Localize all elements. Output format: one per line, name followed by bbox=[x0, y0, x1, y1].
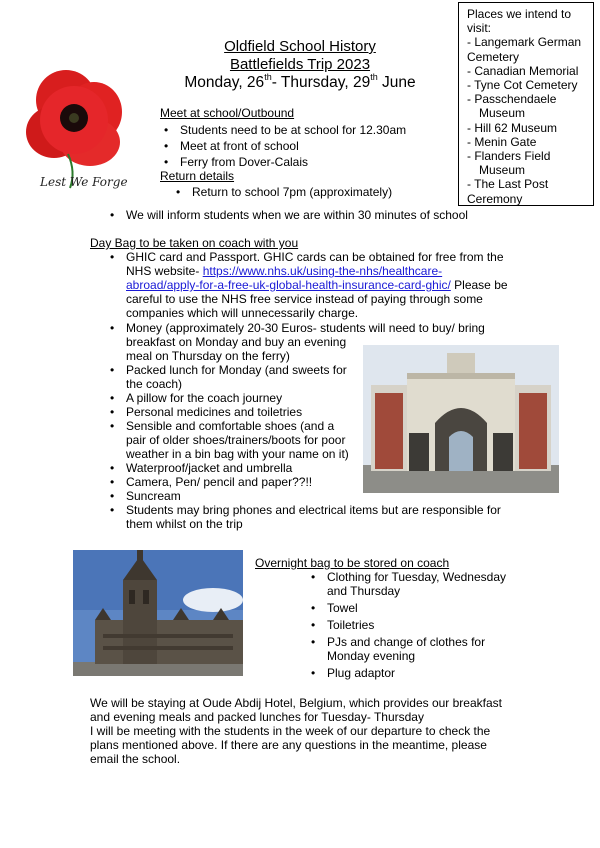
cloth-hall-photo bbox=[73, 550, 243, 676]
day-bag-item-ghic: • GHIC card and Passport. GHIC cards can be obtained for free from the NHS website- https://www.nhs.uk/using-the-nhs/healthcare-abroad/apply-for-a-free-uk-global-health-insurance-card-ghic/ Please be careful to use the NHS free service instead of paying through some companies which will unnecessarily charge. bbox=[106, 250, 510, 320]
overnight-item: • Towel bbox=[307, 601, 525, 615]
menin-gate-graphic bbox=[363, 345, 559, 493]
day-bag-item-suncream: • Suncream bbox=[106, 489, 510, 503]
meet-item: • Ferry from Dover-Calais bbox=[160, 155, 450, 169]
day-bag-item-money: • Money (approximately 20-30 Euros- students will need to buy/ bring breakfast on Monday and buy an evening meal on Thursday on the ferry) bbox=[106, 321, 510, 363]
place-item: - The Last Post Ceremony bbox=[467, 177, 549, 206]
overnight-section bbox=[255, 556, 525, 680]
page-title bbox=[150, 38, 450, 92]
trip-dates: Monday, 26th- Thursday, 29th June bbox=[184, 71, 416, 91]
return-heading: Return details bbox=[160, 169, 235, 183]
places-heading: Places we intend to visit: bbox=[467, 7, 572, 36]
inform-item: • We will inform students when we are within 30 minutes of school bbox=[106, 208, 506, 222]
poppy-image bbox=[18, 62, 128, 202]
meet-item: • Meet at front of school bbox=[160, 139, 450, 153]
return-item: • Return to school 7pm (approximately) bbox=[172, 185, 450, 199]
overnight-item: • Clothing for Tuesday, Wednesday and Thursday bbox=[307, 570, 525, 598]
day-bag-item-phones: • Students may bring phones and electrical items but are responsible for them whilst on the trip bbox=[106, 503, 510, 531]
day-bag-heading: Day Bag to be taken on coach with you bbox=[90, 236, 299, 250]
meeting-paragraph: I will be meeting with the students in the week of our departure to check the plans mentioned above. If there are any questions in the meantime, please email the school. bbox=[90, 724, 491, 766]
place-item: - Passchendaele bbox=[467, 92, 557, 107]
nhs-ghic-link[interactable]: https://www.nhs.uk/using-the-nhs/healthcare-abroad/apply-for-a-free-uk-global-health-insurance-card-ghic/ bbox=[126, 264, 451, 292]
day-bag-item-lunch: • Packed lunch for Monday (and sweets for the coach) bbox=[106, 363, 510, 391]
meet-section bbox=[160, 106, 450, 199]
overnight-item: • Toiletries bbox=[307, 618, 525, 632]
overnight-heading: Overnight bag to be stored on coach bbox=[255, 556, 450, 570]
poppy-caption: Lest We Forget bbox=[40, 175, 128, 189]
day-bag-item-pillow: • A pillow for the coach journey bbox=[106, 391, 510, 405]
place-item: - Flanders Field bbox=[467, 149, 551, 164]
overnight-item: • Plug adaptor bbox=[307, 666, 525, 680]
places-box bbox=[458, 2, 594, 206]
title-line-2: Battlefields Trip 2023 bbox=[229, 56, 371, 73]
place-item: Museum bbox=[479, 163, 526, 178]
meet-item: • Students need to be at school for 12.30am bbox=[160, 123, 450, 137]
inform-line bbox=[106, 208, 506, 222]
day-bag-item-medicines: • Personal medicines and toiletries bbox=[106, 405, 510, 419]
day-bag-item-waterproof: • Waterproof/jacket and umbrella bbox=[106, 461, 510, 475]
day-bag-item-camera: • Camera, Pen/ pencil and paper??!! bbox=[106, 475, 510, 489]
hotel-paragraph: We will be staying at Oude Abdij Hotel, Belgium, which provides our breakfast and evening meals and packed lunches for Tuesday- Thursday bbox=[90, 696, 502, 724]
place-item: - Menin Gate bbox=[467, 134, 537, 149]
cloth-hall-graphic bbox=[73, 550, 243, 676]
menin-gate-photo bbox=[363, 345, 559, 493]
place-item: - Hill 62 Museum bbox=[467, 120, 558, 135]
footer-text bbox=[90, 696, 510, 766]
poppy-graphic bbox=[18, 62, 128, 202]
place-item: - Canadian Memorial bbox=[467, 63, 579, 78]
day-bag-item-shoes: • Sensible and comfortable shoes (and a pair of older shoes/trainers/boots for poor weather in a bin bag with your name on it) bbox=[106, 419, 510, 461]
overnight-item: • PJs and change of clothes for Monday evening bbox=[307, 635, 525, 663]
place-item: Museum bbox=[479, 106, 526, 121]
place-item: - Tyne Cot Cemetery bbox=[467, 78, 578, 93]
meet-heading: Meet at school/Outbound bbox=[160, 106, 295, 120]
title-line-1: Oldfield School History bbox=[224, 38, 376, 55]
place-item: - Langemark German Cemetery bbox=[467, 35, 582, 64]
